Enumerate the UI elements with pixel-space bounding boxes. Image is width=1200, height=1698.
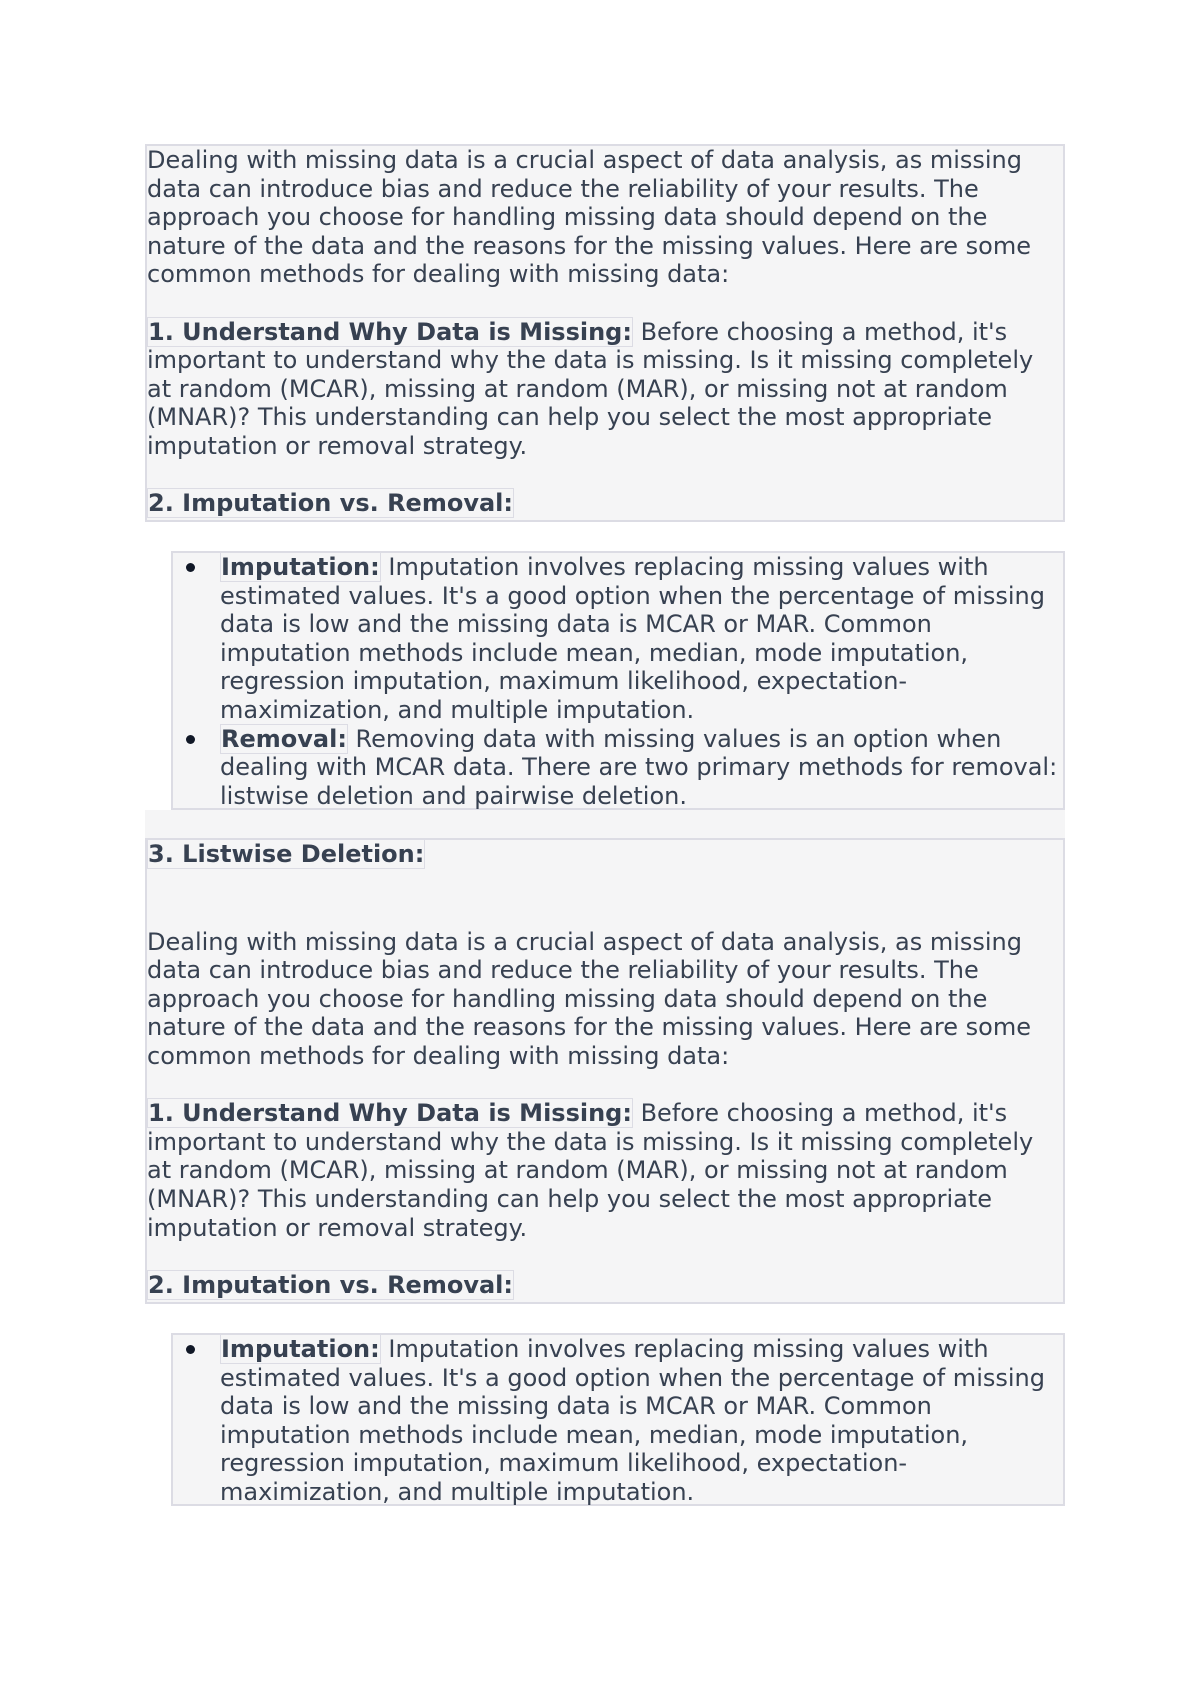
step-3-heading: 3. Listwise Deletion: bbox=[148, 840, 425, 868]
list-item-removal bbox=[173, 725, 1063, 811]
step-1-paragraph bbox=[147, 1099, 1063, 1242]
imputation-text: Imputation involves replacing missing values with estimated values. It's a good option when the percentage of missing data is low and the missing data is MCAR or MAR. Common imputation methods include mean, median, mode imputation, regression imputation, maximum likelihood, expectation-maximization, and multiple imputation. bbox=[220, 1335, 1045, 1506]
bullet-block-2 bbox=[171, 1333, 1065, 1506]
intro-block-1 bbox=[145, 144, 1065, 522]
step-2-paragraph bbox=[147, 489, 1063, 518]
step-1-text: Before choosing a method, it's important to understand why the data is missing. Is it missing completely at random (MCAR), missing at random (MAR), or missing not at random (MNAR)? This understanding can help you select the most appropriate imputation or removal strategy. bbox=[147, 317, 1034, 460]
removal-text: Removing data with missing values is an option when dealing with MCAR data. There are two primary methods for removal: listwise deletion and pairwise deletion. bbox=[220, 724, 1058, 810]
bullet-list bbox=[173, 1335, 1063, 1507]
step-2-paragraph bbox=[147, 1271, 1063, 1300]
intro-paragraph: Dealing with missing data is a crucial aspect of data analysis, as missing data can introduce bias and reduce the reliability of your results. The approach you choose for handling missing data should depend on the nature of the data and the reasons for the missing values. Here are some common methods for dealing with missing data: bbox=[147, 146, 1031, 289]
intro-paragraph: Dealing with missing data is a crucial aspect of data analysis, as missing data can introduce bias and reduce the reliability of your results. The approach you choose for handling missing data should depend on the nature of the data and the reasons for the missing values. Here are some common methods for dealing with missing data: bbox=[147, 927, 1031, 1070]
step-1-paragraph bbox=[147, 318, 1063, 461]
list-item-imputation bbox=[173, 553, 1063, 725]
bullet-list bbox=[173, 553, 1063, 810]
removal-label: Removal: bbox=[221, 724, 347, 753]
step-1-text: Before choosing a method, it's important to understand why the data is missing. Is it missing completely at random (MCAR), missing at random (MAR), or missing not at random (MNAR)? This understanding can help you select the most appropriate imputation or removal strategy. bbox=[147, 1099, 1034, 1242]
bullet-block-1 bbox=[171, 551, 1065, 810]
step-1-heading: 1. Understand Why Data is Missing: bbox=[148, 317, 632, 346]
step-2-heading: 2. Imputation vs. Removal: bbox=[148, 489, 513, 518]
step-2-heading: 2. Imputation vs. Removal: bbox=[148, 1270, 513, 1299]
block-spacer bbox=[145, 810, 1065, 838]
imputation-label: Imputation: bbox=[221, 553, 380, 581]
imputation-text: Imputation involves replacing missing values with estimated values. It's a good option when the percentage of missing data is low and the missing data is MCAR or MAR. Common imputation methods include mean, median, mode imputation, regression imputation, maximum likelihood, expectation-maximization, and multiple imputation. bbox=[220, 553, 1045, 724]
imputation-label: Imputation: bbox=[221, 1335, 380, 1363]
step-3-paragraph bbox=[147, 840, 1063, 869]
list-item-imputation bbox=[173, 1335, 1063, 1507]
intro-block-2 bbox=[145, 838, 1065, 1304]
step-1-heading: 1. Understand Why Data is Missing: bbox=[148, 1099, 632, 1128]
